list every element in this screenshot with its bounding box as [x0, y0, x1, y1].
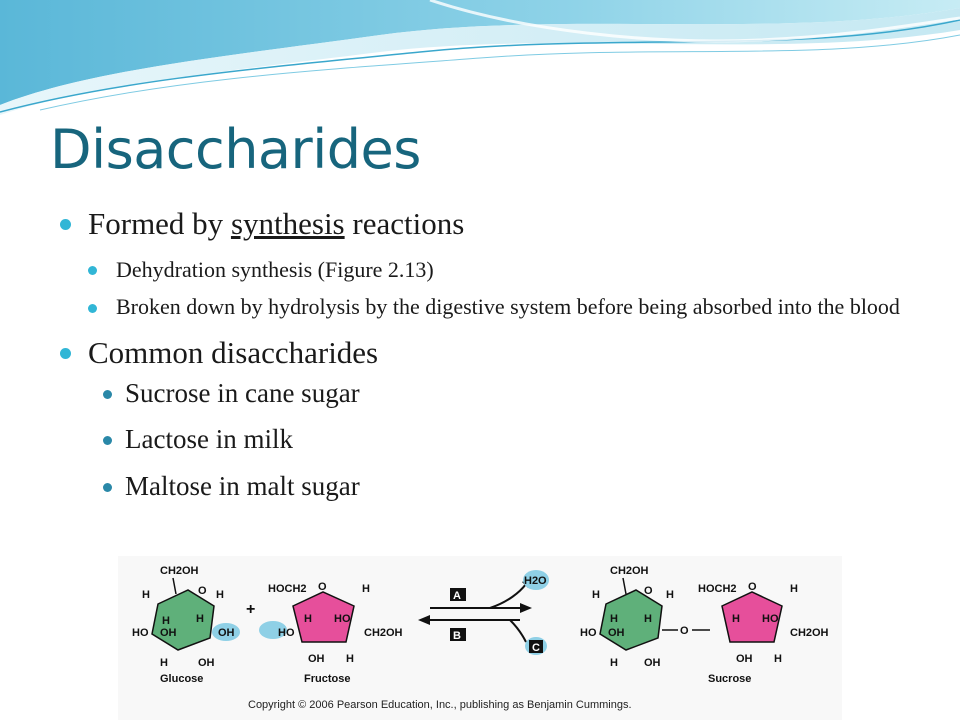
fructose-ho: HO [334, 613, 351, 625]
bullet-text-prefix: Formed by [88, 206, 231, 241]
sucrose-ch2oh-label: CH2OH [610, 565, 649, 577]
glucose-ring-o: O [198, 585, 207, 597]
sub-bullet-sucrose: Sucrose in cane sugar [103, 377, 930, 409]
fructose-h: H [362, 583, 370, 595]
arrow-b-label: B [453, 630, 461, 642]
sub-bullet-maltose: Maltose in malt sugar [103, 470, 930, 502]
fructose-ho: HO [278, 627, 295, 639]
sub-bullet-hydrolysis: Broken down by hydrolysis by the digestive system before being absorbed into the blood [88, 292, 930, 322]
synthesis-link[interactable]: synthesis [230, 206, 345, 241]
sucrose-synthesis-figure [118, 556, 842, 720]
plus-sign: + [246, 601, 256, 618]
sucrose-ho: HO [580, 627, 597, 639]
glucose-label: Glucose [160, 673, 204, 685]
glucose-h: H [160, 657, 168, 669]
fructose-ch2oh: CH2OH [364, 627, 403, 639]
sucrose-molecule [580, 565, 829, 685]
sucrose-oh: OH [736, 653, 753, 665]
fructose-label: Fructose [304, 673, 351, 685]
glucose-h: H [142, 589, 150, 601]
fructose-oh: OH [308, 653, 325, 665]
glucose-oh-reactive: OH [218, 627, 235, 639]
sucrose-h: H [610, 613, 618, 625]
glucose-ho: HO [132, 627, 149, 639]
reaction-arrows [418, 570, 549, 655]
box-c-label: C [532, 642, 540, 654]
slide-title: Disaccharides [50, 118, 421, 181]
sucrose-oh: OH [644, 657, 661, 669]
glucose-molecule [132, 565, 240, 685]
sucrose-h: H [610, 657, 618, 669]
fructose-h: H [346, 653, 354, 665]
glucose-h: H [162, 615, 170, 627]
bullet-formed-by-synthesis [60, 205, 930, 242]
fructose-ring-o: O [318, 581, 327, 593]
sucrose-h: H [592, 589, 600, 601]
sucrose-ho: HO [762, 613, 779, 625]
glucose-h: H [196, 613, 204, 625]
bullet-list [60, 205, 930, 502]
water-label: H2O [524, 575, 547, 587]
glucose-oh: OH [198, 657, 215, 669]
sucrose-h: H [732, 613, 740, 625]
sucrose-h: H [774, 653, 782, 665]
sucrose-oh: OH [608, 627, 625, 639]
sub-bullet-lactose: Lactose in milk [103, 423, 930, 455]
sucrose-label: Sucrose [708, 673, 752, 685]
bullet-common-disaccharides: Common disaccharides [60, 334, 930, 371]
sucrose-h: H [666, 589, 674, 601]
glucose-ch2oh-label: CH2OH [160, 565, 199, 577]
sucrose-h: H [790, 583, 798, 595]
wave-header-decoration [0, 0, 960, 120]
sucrose-ch2oh: CH2OH [790, 627, 829, 639]
sub-bullet-dehydration: Dehydration synthesis (Figure 2.13) [88, 254, 930, 286]
sucrose-h: H [644, 613, 652, 625]
sucrose-ring-o: O [644, 585, 653, 597]
fructose-molecule [259, 581, 403, 685]
bullet-text-suffix: reactions [344, 206, 465, 241]
glucose-oh: OH [160, 627, 177, 639]
glucose-h: H [216, 589, 224, 601]
sucrose-hoch2-label: HOCH2 [698, 583, 737, 595]
arrow-a-label: A [453, 590, 461, 602]
copyright-notice: Copyright © 2006 Pearson Education, Inc., publishing as Benjamin Cummings. [248, 699, 632, 711]
sucrose-fructose-o: O [748, 581, 757, 593]
fructose-hoch2-label: HOCH2 [268, 583, 307, 595]
glycosidic-o: O [680, 625, 689, 637]
fructose-h: H [304, 613, 312, 625]
